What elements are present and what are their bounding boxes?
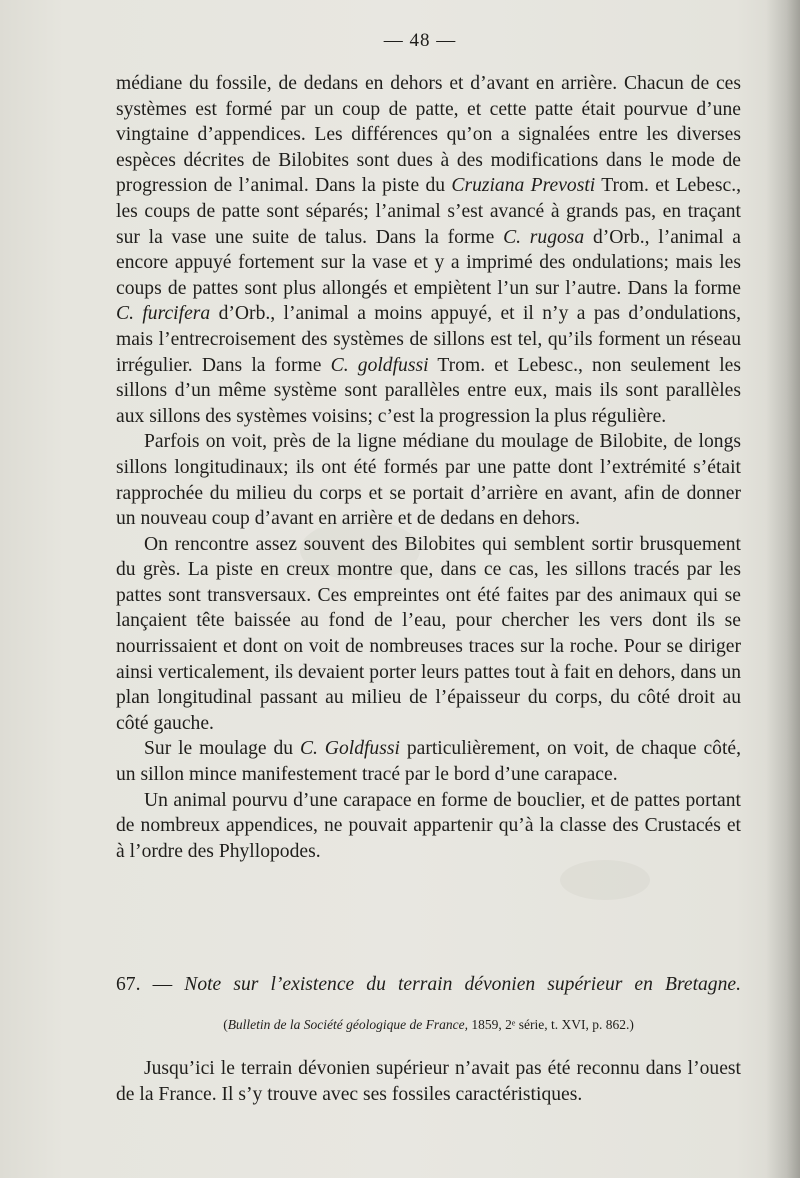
citation-open: ( [223, 1017, 228, 1032]
paragraph: Un animal pourvu d’une carapace en forme de bouclier, et de pattes portant de nombreux appendices, ne pouvait appartenir qu’à la classe des Crustacés et à l’ordre des Phyllopodes. [116, 789, 741, 862]
citation-details: 1859, 2ᵉ série, t. XVI, p. 862.) [468, 1017, 634, 1032]
page-edge-shadow [766, 0, 800, 1178]
paragraph: Parfois on voit, près de la ligne médiane du moulage de Bilobite, de longs sillons longitudinaux; ils ont été formés par une patte dont l’extrémité s’était rapprochée du milieu du corps et se portait d’arrière en avant, afin de donner un nouveau coup d’avant en arrière et de dedans en dehors. [116, 431, 741, 530]
taxon-name: C. rugosa [503, 226, 585, 248]
closing-text-block [116, 1056, 741, 1107]
paragraph: On rencontre assez souvent des Bilobites qui semblent sortir brusquement du grès. La piste en creux montre que, dans ce cas, les sillons tracés par les pattes sont transversaux. Ces empreintes ont été faites par des animaux qui se lançaient tête baissée au fond de l’eau, pour chercher les vers dont ils se nourrissaient et dont on voit de nombreuses traces sur la roche. Pour se diriger ainsi verticalement, ils devaient porter leurs pattes tout à fait en dehors, dans un plan longitudinal passant au milieu de l’épaisseur du corps, du côté droit au côté gauche. [116, 533, 741, 734]
paragraph: Sur le moulage du C. Goldfussi particulièrement, on voit, de chaque côté, un sillon mince manifestement tracé par le bord d’une carapace. [116, 738, 741, 786]
taxon-name: C. furcifera [116, 303, 211, 325]
taxon-name: Cruziana Prevosti [451, 175, 596, 197]
closing-paragraph: Jusqu’ici le terrain dévonien supérieur n’avait pas été reconnu dans l’ouest de la France. Il s’y trouve avec ses fossiles caractéristiques. [116, 1058, 741, 1105]
paragraph: médiane du fossile, de dedans en dehors et d’avant en arrière. Chacun de ces systèmes est formé par un coup de patte, et cette patte était pourvue d’une vingtaine d’appendices. Les différences qu’on a signalées entre les diverses espèces décrites de Bilobites sont dues à des modifications dans le mode de progression de l’animal. Dans la piste du Cruziana Prevosti Trom. et Lebesc., les coups de patte sont séparés; l’animal s’est avancé à grands pas, en traçant sur la vase une suite de talus. Dans la forme C. rugosa d’Orb., l’animal a encore appuyé fortement sur la vase et y a imprimé des ondulations; mais les coups de pattes sont plus allongés et empiètent l’un sur l’autre. Dans la forme C. furcifera d’Orb., l’animal a moins appuyé, et il n’y a pas d’ondulations, mais l’entrecroisement des systèmes de sillons est tel, qu’ils forment un réseau irrégulier. Dans la forme C. goldfussi Trom. et Lebesc., non seulement les sillons d’un même système sont parallèles entre eux, mais ils sont parallèles aux sillons des systèmes voisins; c’est la progression la plus régulière. [116, 73, 742, 427]
bibliographic-citation [116, 1015, 741, 1035]
paper-stain [560, 860, 650, 900]
main-text-block [116, 71, 741, 864]
citation-journal: Bulletin de la Société géologique de France, [227, 1017, 468, 1032]
article-heading [116, 972, 741, 997]
article-number: 67. — [116, 974, 173, 995]
taxon-name: C. goldfussi [330, 354, 429, 376]
taxon-name: C. Goldfussi [299, 738, 400, 760]
page-number: — 48 — [383, 30, 457, 51]
article-title: Note sur l’existence du terrain dévonien supérieur en Bretagne. [184, 974, 741, 995]
